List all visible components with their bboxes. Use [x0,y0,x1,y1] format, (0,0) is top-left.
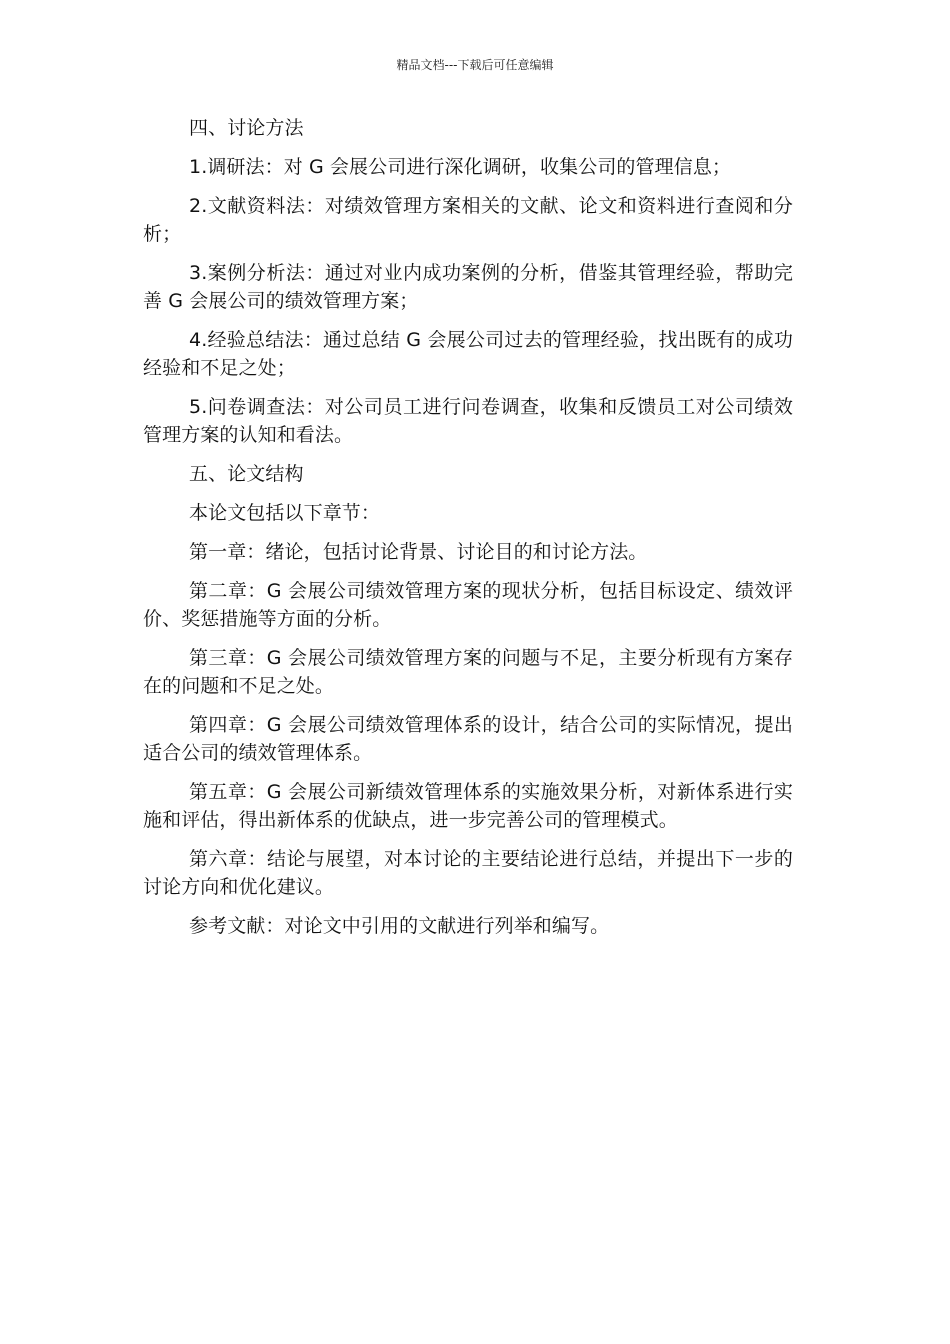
page-header: 精品文档---下载后可任意编辑 [396,58,554,72]
chapter-item-1: 第一章：绪论，包括讨论背景、讨论目的和讨论方法。 [189,541,648,563]
section-heading-structure: 五、论文结构 [189,463,304,485]
structure-intro: 本论文包括以下章节： [189,502,381,524]
chapter-item-2: 第二章：G 会展公司绩效管理方案的现状分析，包括目标设定、绩效评价、奖惩措施等方面的分析。 [143,580,793,630]
chapter-item-3: 第三章：G 会展公司绩效管理方案的问题与不足，主要分析现有方案存在的问题和不足之处。 [143,647,793,697]
references-item: 参考文献：对论文中引用的文献进行列举和编写。 [189,915,610,937]
method-item-experience-summary: 4.经验总结法：通过总结 G 会展公司过去的管理经验，找出既有的成功经验和不足之处； [143,329,793,379]
method-item-case-analysis: 3.案例分析法：通过对业内成功案例的分析，借鉴其管理经验，帮助完善 G 会展公司的绩效管理方案； [143,262,793,312]
chapter-item-5: 第五章：G 会展公司新绩效管理体系的实施效果分析，对新体系进行实施和评估，得出新体系的优缺点，进一步完善公司的管理模式。 [143,781,793,831]
method-item-literature: 2.文献资料法：对绩效管理方案相关的文献、论文和资料进行查阅和分析； [143,195,793,245]
chapter-item-4: 第四章：G 会展公司绩效管理体系的设计，结合公司的实际情况，提出适合公司的绩效管理体系。 [143,714,793,764]
section-heading-methods: 四、讨论方法 [189,117,304,139]
method-item-research: 1.调研法：对 G 会展公司进行深化调研，收集公司的管理信息； [189,156,732,178]
chapter-item-6: 第六章：结论与展望，对本讨论的主要结论进行总结，并提出下一步的讨论方向和优化建议。 [143,848,793,898]
method-item-questionnaire: 5.问卷调查法：对公司员工进行问卷调查，收集和反馈员工对公司绩效管理方案的认知和看法。 [143,396,793,446]
document-body [143,114,793,951]
